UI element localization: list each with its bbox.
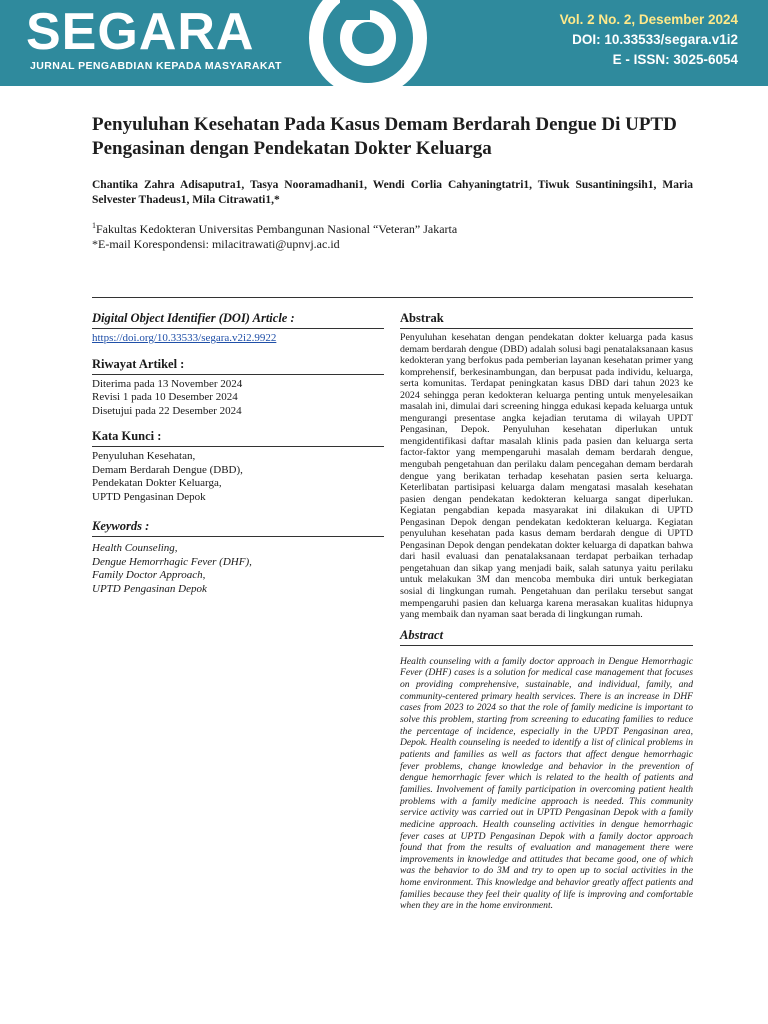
top-divider xyxy=(92,297,693,298)
history-item: Revisi 1 pada 10 Desember 2024 xyxy=(92,391,238,403)
keyword-item: UPTD Pengasinan Depok xyxy=(92,582,207,595)
journal-logo-icon xyxy=(290,0,430,86)
issue-info xyxy=(560,10,738,70)
abstrak-heading: Abstrak xyxy=(400,310,693,329)
keyword-item: Dengue Hemorrhagic Fever (DHF), xyxy=(92,555,252,568)
doi-heading: Digital Object Identifier (DOI) Article : xyxy=(92,310,384,329)
journal-subtitle: JURNAL PENGABDIAN KEPADA MASYARAKAT xyxy=(30,60,282,72)
history-item: Diterima pada 13 November 2024 xyxy=(92,377,243,390)
doi-body xyxy=(92,329,384,346)
article-info-column xyxy=(92,300,384,606)
abstrak-text: Penyuluhan kesehatan dengan pendekatan dokter keluarga pada kasus demam berdarah dengue (DBD) adalah solusi bagi penatalaksanaan kasus kedokteran yang berfokus pada pemberian layanan kesehatan primer yang komprehensif, berkesinambungan, dan berpusat pada individu, keluarga, serta komunitas. Terdapat peningkatan kasus DBD dari tahun 2023 ke 2024 sehingga peran kedokteran keluarga penting untuk menyelesaikan masalah ini, dimulai dari screening hingga edukasi kepada keluarga untuk mengurangi presentase angka kejadian terutama di wilayah UPDT Pengasinan, Depok. Penyuluhan kesehatan diperlukan untuk mengidentifikasi daftar masalah klinis pada pasien dan keluarga serta factor-faktor yang mempengaruhi masalah demam berdarah dengue, mengubah pengetahuan dan perilaku dalam pencegahan demam berdarah dengue yang berikatan terhadap kesehatan pasien serta keluarga. Keterlibatan partisipasi keluarga dalam mengatasi masalah kesehatan pasien dengan pendekatan kedokteran keluarga sangat diperlukan. Kegiatan pengabdian kepada masyarakat ini dilakukan di UPTD Pengasinan Depok dengan pendekatan kedokteran keluarga. Kegiatan penyuluhan kesehatan pada kasus demam berdarah dengue di UPTD Pengasinan Depok dengan pendekatan dokter keluarga di dapatkan bahwa dari hasil evaluasi dan penatalaksanaan terdapat perbaikan terhadap pengetahuan dan sikap yang menjadi baik, salah satunya yaitu perilaku untuk melakukan 3M dan mencoba membuka diri untuk berkegiatan sosial di lingkungan rumah. Pengetahuan dan perilaku tersebut sangat mempengaruhi pasien dan keluarga karena merasakan kualitas hidupnya yang membaik dan nyaman saat berada di lingkungan rumah. xyxy=(400,332,693,621)
issue-issn: E - ISSN: 3025-6054 xyxy=(612,52,738,67)
journal-brand: SEGARA xyxy=(26,3,255,61)
kata-kunci-section xyxy=(92,428,384,504)
abstract-text: Health counseling with a family doctor approach in Dengue Hemorrhagic Fever (DHF) cases is a solution for medical case management that focuses on providing comprehensive, sustainable, and individual, family, and community-centered primary health services. There is an increase in DHF cases from 2023 to 2024 so that the role of family medicine is important to solve this problem, starting from screening to educating families to reduce the percentage of incidence, especially in the UPDT Pengasinan area, Depok. Health counseling is needed to identify a list of clinical problems in patients and families as well as factors that affect dengue hemorrhagic fever problems, change knowledge and behavior in the prevention of dengue hemorrhagic fever which is related to the health of patients and families. Involvement of family participation in overcoming patient health problems with a family medicine approach is needed. This community service activity was carried out in UPTD Pengasinan Depok with a family medicine approach. Health counseling activities in dengue hemorrhagic fever cases at UPTD Pengasinan Depok with a family doctor approach found that from the results of evaluation and management there were improvements in knowledge and attitudes that became good, one of which was the behavior to do 3M and try to open up to social activities in the home environment. This knowledge and behavior greatly affect patients and families because they feel their quality of life is improving and comfortable when they are in the home environment. xyxy=(400,655,693,912)
keywords-heading: Keywords : xyxy=(92,518,384,537)
kata-kunci-item: Penyuluhan Kesehatan, xyxy=(92,450,196,462)
history-list xyxy=(92,375,384,419)
correspondence-email: *E-mail Korespondensi: milacitrawati@upnvj.ac.id xyxy=(92,237,340,251)
kata-kunci-list xyxy=(92,447,384,504)
abstract-heading: Abstract xyxy=(400,627,693,646)
keyword-item: Family Doctor Approach, xyxy=(92,569,206,581)
history-item: Disetujui pada 22 Desember 2024 xyxy=(92,404,242,417)
history-section xyxy=(92,356,384,419)
doi-section xyxy=(92,310,384,346)
issue-volume: Vol. 2 No. 2, Desember 2024 xyxy=(559,12,738,27)
issue-doi: DOI: 10.33533/segara.v1i2 xyxy=(572,32,738,47)
journal-banner xyxy=(0,0,768,86)
doi-link[interactable]: https://doi.org/10.33533/segara.v2i2.9922 xyxy=(92,332,277,344)
history-heading: Riwayat Artikel : xyxy=(92,356,384,375)
kata-kunci-heading: Kata Kunci : xyxy=(92,428,384,447)
affiliation-marker: 1 xyxy=(92,221,96,230)
article-authors: Chantika Zahra Adisaputra1, Tasya Nooramadhani1, Wendi Corlia Cahyaningtatri1, Tiwuk Susantiningsih1, Maria Selvester Thadeus1, Mila Citrawati1,* xyxy=(92,179,693,206)
affiliation-text: Fakultas Kedokteran Universitas Pembangunan Nasional “Veteran” Jakarta xyxy=(96,222,458,236)
keywords-list xyxy=(92,537,384,596)
kata-kunci-item: UPTD Pengasinan Depok xyxy=(92,490,206,503)
keywords-section xyxy=(92,518,384,596)
article-affiliation-block xyxy=(92,218,692,252)
abstract-column xyxy=(400,310,693,912)
kata-kunci-item: Pendekatan Dokter Keluarga, xyxy=(92,477,222,489)
kata-kunci-item: Demam Berdarah Dengue (DBD), xyxy=(92,463,243,476)
affiliation xyxy=(92,218,692,237)
keyword-item: Health Counseling, xyxy=(92,542,178,554)
article-title: Penyuluhan Kesehatan Pada Kasus Demam Berdarah Dengue Di UPTD Pengasinan dengan Pendekatan Dokter Keluarga xyxy=(92,114,677,159)
